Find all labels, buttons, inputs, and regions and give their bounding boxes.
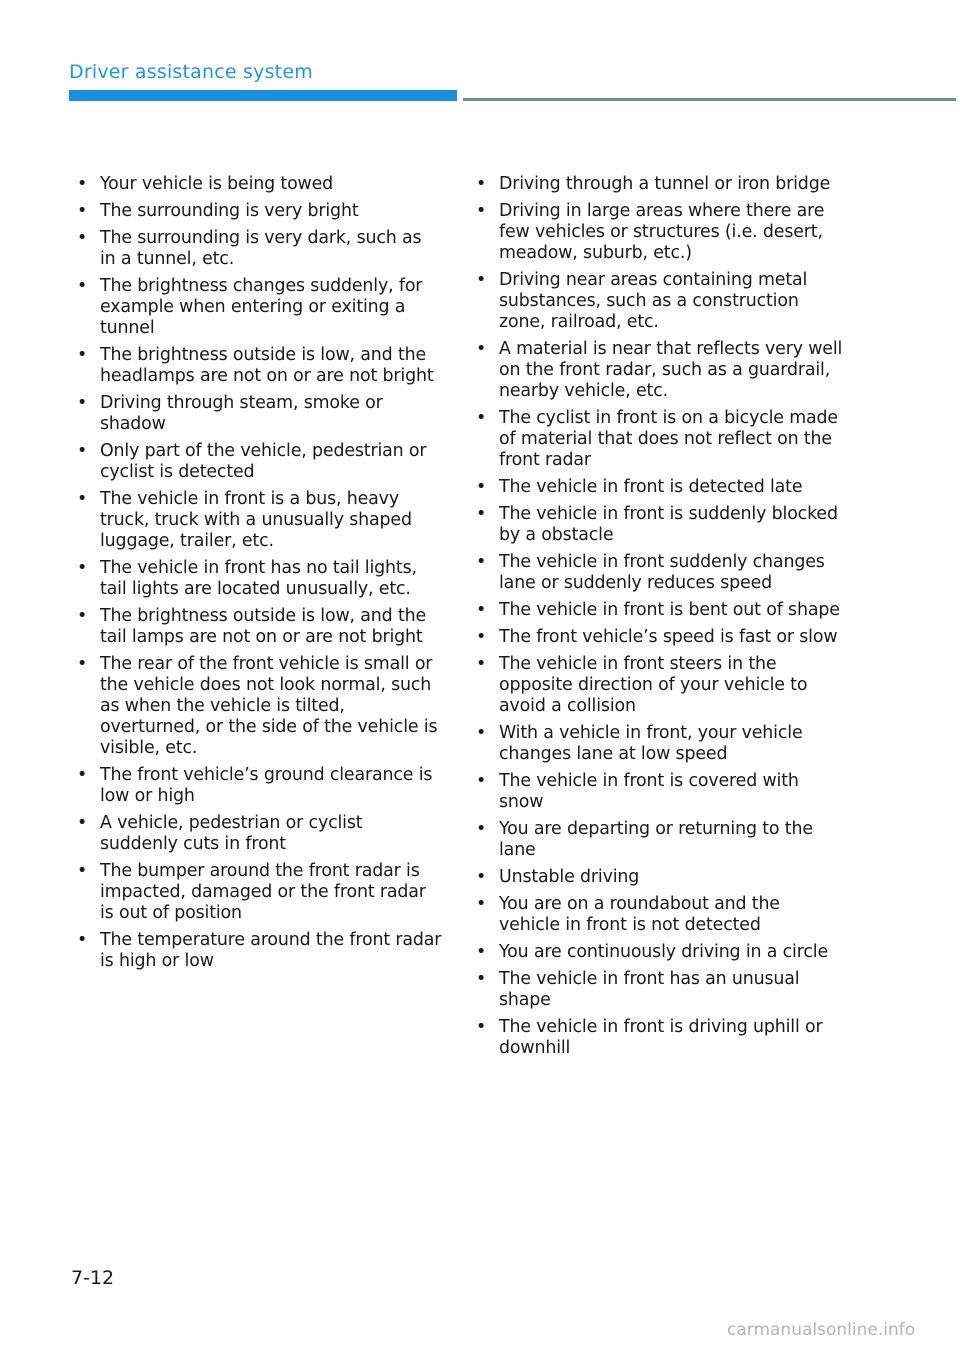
list-item-text: Unstable driving: [499, 867, 640, 887]
bullet-icon: •: [476, 969, 487, 989]
list-item: [476, 771, 846, 813]
bullet-icon: •: [476, 504, 487, 524]
bullet-icon: •: [476, 201, 487, 221]
list-item-text: The vehicle in front is bent out of shape: [499, 600, 840, 620]
bullet-icon: •: [476, 477, 487, 497]
list-item: [77, 489, 442, 552]
list-item: [476, 723, 846, 765]
bullet-icon: •: [476, 894, 487, 914]
list-item: [77, 174, 442, 195]
list-item-text: A vehicle, pedestrian or cyclist suddenly cuts in front: [100, 813, 363, 854]
bullet-icon: •: [77, 276, 88, 296]
list-item: [476, 627, 846, 648]
list-item: [476, 270, 846, 333]
bullet-icon: •: [476, 174, 487, 194]
list-item: [476, 969, 846, 1011]
list-item: [77, 276, 442, 339]
list-item-text: The vehicle in front is detected late: [499, 477, 803, 497]
list-item-text: A material is near that reflects very well on the front radar, such as a guardrail, nearby vehicle, etc.: [499, 339, 843, 401]
list-item: [476, 477, 846, 498]
list-item: [476, 552, 846, 594]
bullet-icon: •: [77, 558, 88, 578]
bullet-icon: •: [77, 930, 88, 950]
list-item-text: The vehicle in front is driving uphill or downhill: [499, 1017, 823, 1058]
bullet-icon: •: [77, 654, 88, 674]
section-title: Driver assistance system: [69, 61, 313, 83]
list-item-text: You are on a roundabout and the vehicle in front is not detected: [499, 894, 780, 935]
list-item: [476, 600, 846, 621]
list-item: [77, 861, 442, 924]
list-item-text: The temperature around the front radar is high or low: [100, 930, 442, 971]
list-item-text: The bumper around the front radar is impacted, damaged or the front radar is out of position: [100, 861, 426, 923]
bullet-icon: •: [77, 441, 88, 461]
bullet-icon: •: [77, 393, 88, 413]
list-item: [476, 654, 846, 717]
bullet-icon: •: [77, 201, 88, 221]
list-item-text: The brightness outside is low, and the tail lamps are not on or are not bright: [100, 606, 427, 647]
list-item: [476, 174, 846, 195]
bullet-icon: •: [77, 345, 88, 365]
list-item: [476, 867, 846, 888]
header-accent-bar: [69, 90, 457, 101]
list-item-text: The vehicle in front has no tail lights, tail lights are located unusually, etc.: [100, 558, 417, 599]
list-item: [77, 228, 442, 270]
bullet-icon: •: [476, 819, 487, 839]
bullet-icon: •: [476, 942, 487, 962]
list-item: [77, 813, 442, 855]
bullet-icon: •: [476, 723, 487, 743]
list-item-text: Driving through a tunnel or iron bridge: [499, 174, 831, 194]
bullet-icon: •: [476, 1017, 487, 1037]
list-item: [476, 201, 846, 264]
bullet-icon: •: [476, 408, 487, 428]
right-bullet-list: [476, 174, 846, 1059]
list-item: [476, 1017, 846, 1059]
list-item-text: The vehicle in front is covered with snow: [499, 771, 799, 812]
list-item-text: The cyclist in front is on a bicycle made of material that does not reflect on the front radar: [499, 408, 838, 470]
bullet-icon: •: [77, 489, 88, 509]
list-item-text: The vehicle in front suddenly changes lane or suddenly reduces speed: [499, 552, 825, 593]
list-item-text: You are continuously driving in a circle: [499, 942, 828, 962]
right-column: [476, 174, 846, 1065]
bullet-icon: •: [77, 813, 88, 833]
list-item: [77, 654, 442, 759]
bullet-icon: •: [77, 174, 88, 194]
list-item-text: Your vehicle is being towed: [100, 174, 334, 194]
list-item-text: The front vehicle’s ground clearance is low or high: [100, 765, 433, 806]
list-item-text: The vehicle in front is a bus, heavy truck, truck with a unusually shaped luggage, trailer, etc.: [100, 489, 412, 551]
bullet-icon: •: [476, 339, 487, 359]
header-divider-line: [463, 98, 956, 101]
bullet-icon: •: [476, 270, 487, 290]
list-item: [476, 819, 846, 861]
left-column: [77, 174, 442, 978]
list-item: [77, 441, 442, 483]
list-item-text: The surrounding is very dark, such as in a tunnel, etc.: [100, 228, 422, 269]
list-item: [77, 345, 442, 387]
list-item-text: The vehicle in front steers in the opposite direction of your vehicle to avoid a collision: [499, 654, 808, 716]
bullet-icon: •: [476, 654, 487, 674]
bullet-icon: •: [476, 552, 487, 572]
list-item-text: The front vehicle’s speed is fast or slow: [499, 627, 838, 647]
list-item-text: The brightness changes suddenly, for example when entering or exiting a tunnel: [100, 276, 423, 338]
watermark[interactable]: carmanualsonline.info: [727, 1320, 916, 1340]
left-bullet-list: [77, 174, 442, 972]
list-item-text: You are departing or returning to the lane: [499, 819, 813, 860]
list-item: [77, 765, 442, 807]
bullet-icon: •: [77, 765, 88, 785]
list-item: [476, 504, 846, 546]
list-item-text: The rear of the front vehicle is small or the vehicle does not look normal, such as when the vehicle is tilted, overturned, or the side of the vehicle is visible, etc.: [100, 654, 438, 758]
list-item: [77, 558, 442, 600]
list-item: [476, 408, 846, 471]
bullet-icon: •: [476, 627, 487, 647]
list-item-text: Only part of the vehicle, pedestrian or cyclist is detected: [100, 441, 427, 482]
list-item-text: The vehicle in front has an unusual shape: [499, 969, 800, 1010]
list-item-text: The brightness outside is low, and the headlamps are not on or are not bright: [100, 345, 434, 386]
list-item-text: The surrounding is very bright: [100, 201, 359, 221]
list-item: [476, 942, 846, 963]
bullet-icon: •: [476, 600, 487, 620]
list-item-text: With a vehicle in front, your vehicle changes lane at low speed: [499, 723, 803, 764]
list-item: [476, 339, 846, 402]
bullet-icon: •: [476, 771, 487, 791]
list-item: [77, 606, 442, 648]
list-item: [77, 393, 442, 435]
list-item: [77, 930, 442, 972]
list-item-text: The vehicle in front is suddenly blocked by a obstacle: [499, 504, 838, 545]
bullet-icon: •: [77, 861, 88, 881]
list-item-text: Driving through steam, smoke or shadow: [100, 393, 383, 434]
list-item-text: Driving near areas containing metal substances, such as a construction zone, railroad, etc.: [499, 270, 808, 332]
list-item: [476, 894, 846, 936]
bullet-icon: •: [77, 606, 88, 626]
list-item-text: Driving in large areas where there are few vehicles or structures (i.e. desert, meadow, suburb, etc.): [499, 201, 825, 263]
list-item: [77, 201, 442, 222]
bullet-icon: •: [476, 867, 487, 887]
bullet-icon: •: [77, 228, 88, 248]
page-number: 7-12: [71, 1267, 115, 1289]
